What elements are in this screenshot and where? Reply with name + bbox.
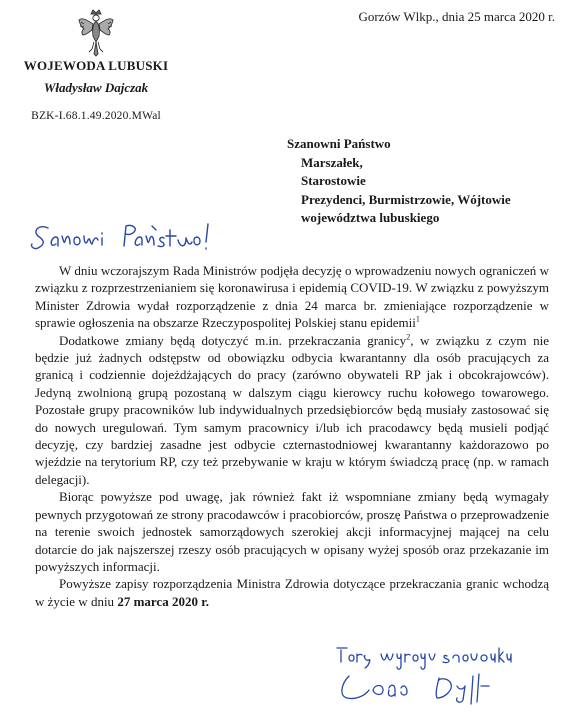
addressee-line: Szanowni Państwo [287, 136, 391, 151]
polish-eagle-emblem-icon [76, 8, 116, 58]
addressee-line: województwa lubuskiego [301, 210, 440, 226]
body-paragraph [35, 332, 549, 489]
body-paragraph [35, 262, 549, 332]
addressee-line: Prezydenci, Burmistrzowie, Wójtowie [301, 191, 511, 207]
reference-number: BZK-I.68.1.49.2020.MWal [31, 110, 161, 122]
addressee-line: Starostowie [301, 173, 366, 189]
footnote-marker: 2 [406, 332, 411, 342]
letter-body [35, 262, 549, 610]
paragraph-text: W dniu wczorajszym Rada Ministrów podjęła decyzję o wprowadzeniu nowych ograniczeń w związku z rozprzestrzenianiem się koronawirusa i epidemią COVID-19. W związku z powyższym Minister Zdrowia wydał rozporządzenie z dnia 24 marca br. zmieniające rozporządzenie w sprawie ogłoszenia na obszarze Rzeczypospolitej Polskiej stanu epidemii [35, 263, 549, 331]
issuer-office: WOJEWODA LUBUSKI [23, 58, 169, 73]
paragraph-text: Biorąc powyższe pod uwagę, jak również fakt iż wspomniane zmiany będą wymagały pewnych przygotowań ze strony pracodawców i pracobiorców, proszę Państwa o przeprowadzenie na terenie swoich jednostek samorządowych szerokiej akcji informacyjnej mającej na celu dotarcie do jak najszerszej rzeszy osób pracujących w opisany wyżej sposób oraz przekazanie im powyższych informacji. [35, 489, 549, 574]
issuer-name: Władysław Dajczak [43, 80, 149, 95]
paragraph-text: Dodatkowe zmiany będą dotyczyć m.in. przekraczania granicy [59, 332, 407, 348]
place-and-date: Gorzów Wlkp., dnia 25 marca 2020 r. [358, 9, 555, 24]
addressee-block [287, 135, 567, 228]
handwritten-closing-and-signature [335, 640, 535, 706]
effective-date: 27 marca 2020 r. [117, 593, 210, 609]
paragraph-text: , w związku z czym nie będzie już żadnych odstępstw od obowiązku odbycia kwarantanny dla osób pracujących za granicą i codziennie dojeżdżających do pracy (zarówno obywateli RP jak i obcokrajowców). Jedyną zwolnioną grupą pozostaną w dalszym ciągu kierowcy ruchu kołowego towarowego. Pozostałe grupy pracowników lub indywidualnych przedsiębiorców będą musiały zastosować się do nowych uregulowań. Tym samym pracownicy i/lub ich pracodawcy będą musieli podjąć decyzję, czy bardziej zasadne jest odbycie czternastodniowej kwarantanny każdorazowo po wjeździe na terytorium RP, czy też przebywanie w kraju w którym świadczą pracę (np. w ramach delegacji). [35, 332, 549, 487]
body-paragraph [35, 575, 549, 610]
footnote-marker: 1 [415, 314, 420, 324]
body-paragraph [35, 488, 549, 575]
handwritten-salutation [28, 218, 228, 256]
addressee-line: Marszałek, [301, 154, 363, 170]
paragraph-text: Powyższe zapisy rozporządzenia Ministra Zdrowia dotyczące przekraczania granic wchodzą w życie w dniu [35, 576, 549, 609]
